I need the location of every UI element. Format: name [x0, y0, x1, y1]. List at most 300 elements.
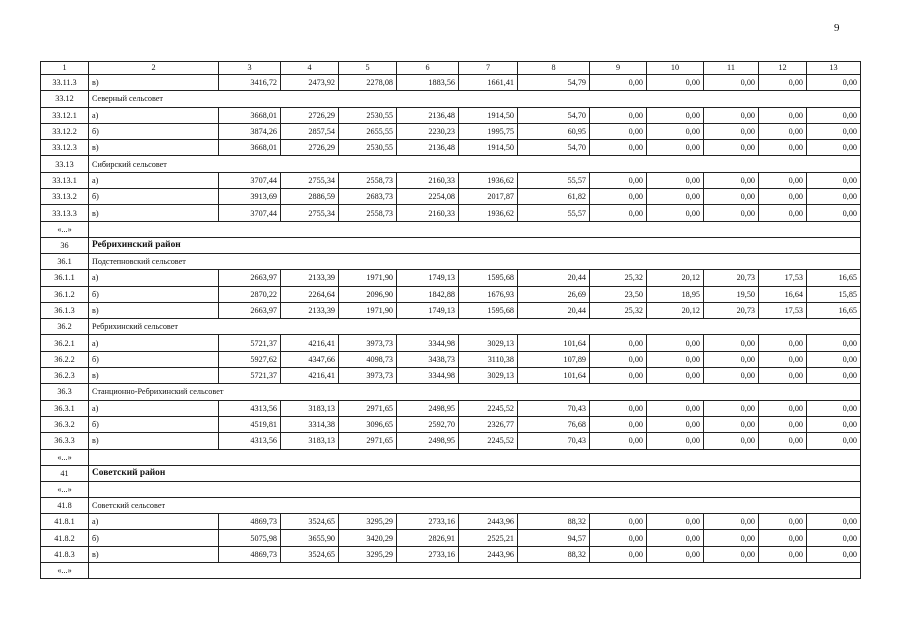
- empty-cell: [89, 221, 861, 237]
- value-cell: 2017,87: [459, 189, 518, 205]
- value-cell: 0,00: [647, 189, 704, 205]
- table-row: [41, 75, 861, 91]
- value-cell: 0,00: [647, 400, 704, 416]
- value-cell: 0,00: [704, 205, 759, 221]
- value-cell: 20,73: [704, 270, 759, 286]
- value-cell: 25,32: [590, 270, 647, 286]
- value-cell: 2230,23: [397, 123, 459, 139]
- column-header-10: 10: [647, 62, 704, 75]
- value-cell: 0,00: [807, 546, 861, 562]
- value-cell: 0,00: [590, 546, 647, 562]
- value-cell: 1595,68: [459, 270, 518, 286]
- value-cell: 0,00: [704, 514, 759, 530]
- value-cell: 0,00: [590, 172, 647, 188]
- value-cell: 2886,59: [281, 189, 339, 205]
- row-code: 36.2.1: [41, 335, 89, 351]
- empty-cell: [89, 449, 861, 465]
- value-cell: 0,00: [704, 75, 759, 91]
- row-code: 36.3.1: [41, 400, 89, 416]
- ellipsis-mark: «...»: [41, 449, 89, 465]
- value-cell: 17,53: [759, 302, 807, 318]
- value-cell: 20,44: [518, 270, 590, 286]
- row-code: 41.8.2: [41, 530, 89, 546]
- settlement-name: Северный сельсовет: [89, 91, 861, 107]
- value-cell: 0,00: [590, 140, 647, 156]
- value-cell: 1749,13: [397, 270, 459, 286]
- value-cell: 101,64: [518, 368, 590, 384]
- value-cell: 1936,62: [459, 172, 518, 188]
- row-code: 33.12.1: [41, 107, 89, 123]
- value-cell: 1971,90: [339, 302, 397, 318]
- value-cell: 2136,48: [397, 107, 459, 123]
- value-cell: 0,00: [647, 123, 704, 139]
- value-cell: 16,65: [807, 270, 861, 286]
- value-cell: 0,00: [807, 400, 861, 416]
- value-cell: 0,00: [807, 140, 861, 156]
- row-variant-label: б): [89, 189, 219, 205]
- ellipsis-mark: «...»: [41, 221, 89, 237]
- column-header-9: 9: [590, 62, 647, 75]
- table-row: [41, 368, 861, 384]
- settlement-name: Станционно-Ребрихинский сельсовет: [89, 384, 861, 400]
- value-cell: 3668,01: [219, 107, 281, 123]
- value-cell: 3029,13: [459, 368, 518, 384]
- value-cell: 0,00: [590, 351, 647, 367]
- column-header-7: 7: [459, 62, 518, 75]
- value-cell: 3707,44: [219, 172, 281, 188]
- value-cell: 1936,62: [459, 205, 518, 221]
- table-row: [41, 302, 861, 318]
- tariff-table: [40, 61, 861, 579]
- value-cell: 0,00: [590, 205, 647, 221]
- value-cell: 0,00: [807, 514, 861, 530]
- value-cell: 0,00: [590, 75, 647, 91]
- value-cell: 0,00: [759, 400, 807, 416]
- value-cell: 0,00: [704, 335, 759, 351]
- row-code: 36.1.3: [41, 302, 89, 318]
- value-cell: 2870,22: [219, 286, 281, 302]
- value-cell: 0,00: [704, 433, 759, 449]
- value-cell: 0,00: [590, 189, 647, 205]
- value-cell: 88,32: [518, 546, 590, 562]
- value-cell: 76,68: [518, 416, 590, 432]
- table-row: [41, 514, 861, 530]
- value-cell: 3183,13: [281, 400, 339, 416]
- row-variant-label: в): [89, 433, 219, 449]
- row-code: 36.2.3: [41, 368, 89, 384]
- row-code: 36.1.2: [41, 286, 89, 302]
- row-code: 33.12.3: [41, 140, 89, 156]
- value-cell: 2443,96: [459, 514, 518, 530]
- value-cell: 5721,37: [219, 368, 281, 384]
- value-cell: 0,00: [647, 107, 704, 123]
- district-row: [41, 465, 861, 481]
- row-variant-label: а): [89, 514, 219, 530]
- value-cell: 4216,41: [281, 368, 339, 384]
- settlement-row: [41, 384, 861, 400]
- ellipsis-row: [41, 449, 861, 465]
- value-cell: 0,00: [704, 189, 759, 205]
- value-cell: 3110,38: [459, 351, 518, 367]
- value-cell: 0,00: [759, 205, 807, 221]
- value-cell: 54,70: [518, 140, 590, 156]
- value-cell: 2326,77: [459, 416, 518, 432]
- value-cell: 20,12: [647, 302, 704, 318]
- value-cell: 0,00: [590, 400, 647, 416]
- table-row: [41, 107, 861, 123]
- table-row: [41, 172, 861, 188]
- value-cell: 0,00: [590, 514, 647, 530]
- value-cell: 3973,73: [339, 335, 397, 351]
- value-cell: 3874,26: [219, 123, 281, 139]
- row-code: 41.8.1: [41, 514, 89, 530]
- value-cell: 2971,65: [339, 400, 397, 416]
- value-cell: 0,00: [647, 416, 704, 432]
- value-cell: 2755,34: [281, 172, 339, 188]
- value-cell: 0,00: [807, 75, 861, 91]
- value-cell: 0,00: [807, 433, 861, 449]
- settlement-name: Сибирский сельсовет: [89, 156, 861, 172]
- value-cell: 55,57: [518, 172, 590, 188]
- value-cell: 0,00: [704, 400, 759, 416]
- row-variant-label: б): [89, 351, 219, 367]
- value-cell: 1914,50: [459, 107, 518, 123]
- value-cell: 2254,08: [397, 189, 459, 205]
- value-cell: 3314,38: [281, 416, 339, 432]
- value-cell: 2245,52: [459, 433, 518, 449]
- value-cell: 1883,56: [397, 75, 459, 91]
- value-cell: 1914,50: [459, 140, 518, 156]
- row-code: 36.2.2: [41, 351, 89, 367]
- value-cell: 2443,96: [459, 546, 518, 562]
- column-header-8: 8: [518, 62, 590, 75]
- value-cell: 3344,98: [397, 335, 459, 351]
- district-name: Советский район: [89, 465, 861, 481]
- settlement-row: [41, 156, 861, 172]
- table-row: [41, 335, 861, 351]
- row-code: 41.8: [41, 497, 89, 513]
- value-cell: 0,00: [759, 335, 807, 351]
- value-cell: 0,00: [704, 172, 759, 188]
- ellipsis-row: [41, 563, 861, 579]
- value-cell: 2726,29: [281, 140, 339, 156]
- row-variant-label: а): [89, 172, 219, 188]
- value-cell: 70,43: [518, 433, 590, 449]
- row-variant-label: в): [89, 140, 219, 156]
- value-cell: 5721,37: [219, 335, 281, 351]
- value-cell: 55,57: [518, 205, 590, 221]
- value-cell: 2096,90: [339, 286, 397, 302]
- value-cell: 4313,56: [219, 400, 281, 416]
- table-row: [41, 205, 861, 221]
- value-cell: 2473,92: [281, 75, 339, 91]
- column-header-2: 2: [89, 62, 219, 75]
- value-cell: 0,00: [704, 368, 759, 384]
- value-cell: 2133,39: [281, 270, 339, 286]
- value-cell: 0,00: [647, 205, 704, 221]
- table-body: [41, 62, 861, 579]
- value-cell: 2826,91: [397, 530, 459, 546]
- value-cell: 4869,73: [219, 546, 281, 562]
- value-cell: 1842,88: [397, 286, 459, 302]
- value-cell: 0,00: [704, 416, 759, 432]
- settlement-row: [41, 497, 861, 513]
- row-code: 36.1.1: [41, 270, 89, 286]
- row-code: 33.12.2: [41, 123, 89, 139]
- row-code: 36.1: [41, 253, 89, 269]
- value-cell: 15,85: [807, 286, 861, 302]
- value-cell: 1749,13: [397, 302, 459, 318]
- value-cell: 17,53: [759, 270, 807, 286]
- column-header-11: 11: [704, 62, 759, 75]
- value-cell: 20,44: [518, 302, 590, 318]
- row-variant-label: а): [89, 107, 219, 123]
- row-variant-label: б): [89, 416, 219, 432]
- value-cell: 3096,65: [339, 416, 397, 432]
- table-row: [41, 140, 861, 156]
- column-header-12: 12: [759, 62, 807, 75]
- value-cell: 18,95: [647, 286, 704, 302]
- column-header-5: 5: [339, 62, 397, 75]
- value-cell: 3295,29: [339, 514, 397, 530]
- value-cell: 0,00: [807, 107, 861, 123]
- value-cell: 0,00: [704, 140, 759, 156]
- value-cell: 0,00: [704, 351, 759, 367]
- value-cell: 2530,55: [339, 140, 397, 156]
- value-cell: 0,00: [590, 123, 647, 139]
- value-cell: 0,00: [759, 416, 807, 432]
- value-cell: 0,00: [807, 189, 861, 205]
- value-cell: 0,00: [647, 514, 704, 530]
- value-cell: 3420,29: [339, 530, 397, 546]
- value-cell: 61,82: [518, 189, 590, 205]
- settlement-name: Ребрихинский сельсовет: [89, 319, 861, 335]
- value-cell: 2160,33: [397, 205, 459, 221]
- value-cell: 1676,93: [459, 286, 518, 302]
- value-cell: 0,00: [807, 123, 861, 139]
- settlement-row: [41, 253, 861, 269]
- value-cell: 2278,08: [339, 75, 397, 91]
- district-row: [41, 237, 861, 253]
- value-cell: 3344,98: [397, 368, 459, 384]
- value-cell: 20,73: [704, 302, 759, 318]
- value-cell: 0,00: [647, 433, 704, 449]
- value-cell: 4347,66: [281, 351, 339, 367]
- value-cell: 0,00: [590, 335, 647, 351]
- value-cell: 0,00: [704, 546, 759, 562]
- row-variant-label: в): [89, 546, 219, 562]
- table-row: [41, 189, 861, 205]
- value-cell: 4216,41: [281, 335, 339, 351]
- ellipsis-mark: «...»: [41, 563, 89, 579]
- value-cell: 0,00: [807, 368, 861, 384]
- value-cell: 107,89: [518, 351, 590, 367]
- value-cell: 16,64: [759, 286, 807, 302]
- value-cell: 2683,73: [339, 189, 397, 205]
- value-cell: 0,00: [647, 546, 704, 562]
- row-code: 41.8.3: [41, 546, 89, 562]
- value-cell: 2558,73: [339, 205, 397, 221]
- value-cell: 60,95: [518, 123, 590, 139]
- header-row: [41, 62, 861, 75]
- settlement-row: [41, 319, 861, 335]
- table-row: [41, 546, 861, 562]
- value-cell: 2498,95: [397, 433, 459, 449]
- value-cell: 19,50: [704, 286, 759, 302]
- value-cell: 2592,70: [397, 416, 459, 432]
- table-row: [41, 530, 861, 546]
- value-cell: 3183,13: [281, 433, 339, 449]
- value-cell: 2558,73: [339, 172, 397, 188]
- row-variant-label: в): [89, 205, 219, 221]
- value-cell: 2160,33: [397, 172, 459, 188]
- row-code: 36.3: [41, 384, 89, 400]
- row-variant-label: в): [89, 368, 219, 384]
- value-cell: 2264,64: [281, 286, 339, 302]
- value-cell: 0,00: [759, 546, 807, 562]
- value-cell: 3707,44: [219, 205, 281, 221]
- table-row: [41, 433, 861, 449]
- value-cell: 3668,01: [219, 140, 281, 156]
- value-cell: 25,32: [590, 302, 647, 318]
- table-row: [41, 351, 861, 367]
- value-cell: 4098,73: [339, 351, 397, 367]
- table-row: [41, 123, 861, 139]
- row-variant-label: б): [89, 123, 219, 139]
- value-cell: 2133,39: [281, 302, 339, 318]
- value-cell: 0,00: [647, 335, 704, 351]
- value-cell: 2136,48: [397, 140, 459, 156]
- row-code: 36.2: [41, 319, 89, 335]
- ellipsis-row: [41, 221, 861, 237]
- value-cell: 0,00: [759, 107, 807, 123]
- value-cell: 3524,65: [281, 546, 339, 562]
- row-code: 36.3.3: [41, 433, 89, 449]
- value-cell: 0,00: [807, 351, 861, 367]
- value-cell: 5927,62: [219, 351, 281, 367]
- row-code: 36.3.2: [41, 416, 89, 432]
- value-cell: 0,00: [759, 514, 807, 530]
- table-row: [41, 286, 861, 302]
- value-cell: 26,69: [518, 286, 590, 302]
- value-cell: 2525,21: [459, 530, 518, 546]
- value-cell: 2245,52: [459, 400, 518, 416]
- value-cell: 3655,90: [281, 530, 339, 546]
- value-cell: 2971,65: [339, 433, 397, 449]
- value-cell: 0,00: [647, 172, 704, 188]
- value-cell: 4313,56: [219, 433, 281, 449]
- value-cell: 1595,68: [459, 302, 518, 318]
- value-cell: 0,00: [647, 75, 704, 91]
- value-cell: 94,57: [518, 530, 590, 546]
- ellipsis-mark: «...»: [41, 481, 89, 497]
- empty-cell: [89, 563, 861, 579]
- row-variant-label: а): [89, 270, 219, 286]
- page-number: 9: [834, 22, 840, 34]
- empty-cell: [89, 481, 861, 497]
- row-variant-label: в): [89, 75, 219, 91]
- value-cell: 0,00: [759, 189, 807, 205]
- value-cell: 2857,54: [281, 123, 339, 139]
- value-cell: 3029,13: [459, 335, 518, 351]
- row-variant-label: а): [89, 335, 219, 351]
- column-header-1: 1: [41, 62, 89, 75]
- value-cell: 0,00: [759, 140, 807, 156]
- row-code: 33.13: [41, 156, 89, 172]
- value-cell: 1971,90: [339, 270, 397, 286]
- value-cell: 3438,73: [397, 351, 459, 367]
- column-header-3: 3: [219, 62, 281, 75]
- value-cell: 0,00: [807, 205, 861, 221]
- value-cell: 0,00: [590, 368, 647, 384]
- value-cell: 0,00: [759, 75, 807, 91]
- value-cell: 88,32: [518, 514, 590, 530]
- value-cell: 3913,69: [219, 189, 281, 205]
- value-cell: 0,00: [759, 123, 807, 139]
- table-row: [41, 416, 861, 432]
- value-cell: 0,00: [590, 107, 647, 123]
- value-cell: 2663,97: [219, 302, 281, 318]
- table-row: [41, 400, 861, 416]
- value-cell: 0,00: [759, 433, 807, 449]
- column-header-4: 4: [281, 62, 339, 75]
- settlement-name: Подстепновский сельсовет: [89, 253, 861, 269]
- row-code: 33.13.2: [41, 189, 89, 205]
- value-cell: 0,00: [704, 123, 759, 139]
- value-cell: 2655,55: [339, 123, 397, 139]
- value-cell: 23,50: [590, 286, 647, 302]
- row-variant-label: в): [89, 302, 219, 318]
- value-cell: 101,64: [518, 335, 590, 351]
- value-cell: 2663,97: [219, 270, 281, 286]
- value-cell: 0,00: [647, 351, 704, 367]
- value-cell: 1995,75: [459, 123, 518, 139]
- table-row: [41, 270, 861, 286]
- value-cell: 3524,65: [281, 514, 339, 530]
- value-cell: 0,00: [807, 172, 861, 188]
- row-variant-label: б): [89, 530, 219, 546]
- value-cell: 2726,29: [281, 107, 339, 123]
- row-variant-label: б): [89, 286, 219, 302]
- value-cell: 4869,73: [219, 514, 281, 530]
- value-cell: 3973,73: [339, 368, 397, 384]
- row-code: 41: [41, 465, 89, 481]
- value-cell: 0,00: [704, 107, 759, 123]
- row-code: 33.11.3: [41, 75, 89, 91]
- value-cell: 3295,29: [339, 546, 397, 562]
- value-cell: 2733,16: [397, 546, 459, 562]
- value-cell: 0,00: [647, 140, 704, 156]
- value-cell: 0,00: [759, 530, 807, 546]
- value-cell: 0,00: [590, 416, 647, 432]
- row-code: 33.12: [41, 91, 89, 107]
- value-cell: 1661,41: [459, 75, 518, 91]
- value-cell: 2755,34: [281, 205, 339, 221]
- value-cell: 54,70: [518, 107, 590, 123]
- value-cell: 2530,55: [339, 107, 397, 123]
- value-cell: 0,00: [590, 433, 647, 449]
- value-cell: 0,00: [647, 368, 704, 384]
- settlement-row: [41, 91, 861, 107]
- district-name: Ребрихинский район: [89, 237, 861, 253]
- value-cell: 2733,16: [397, 514, 459, 530]
- value-cell: 0,00: [807, 530, 861, 546]
- value-cell: 3416,72: [219, 75, 281, 91]
- value-cell: 20,12: [647, 270, 704, 286]
- value-cell: 0,00: [807, 416, 861, 432]
- value-cell: 2498,95: [397, 400, 459, 416]
- value-cell: 16,65: [807, 302, 861, 318]
